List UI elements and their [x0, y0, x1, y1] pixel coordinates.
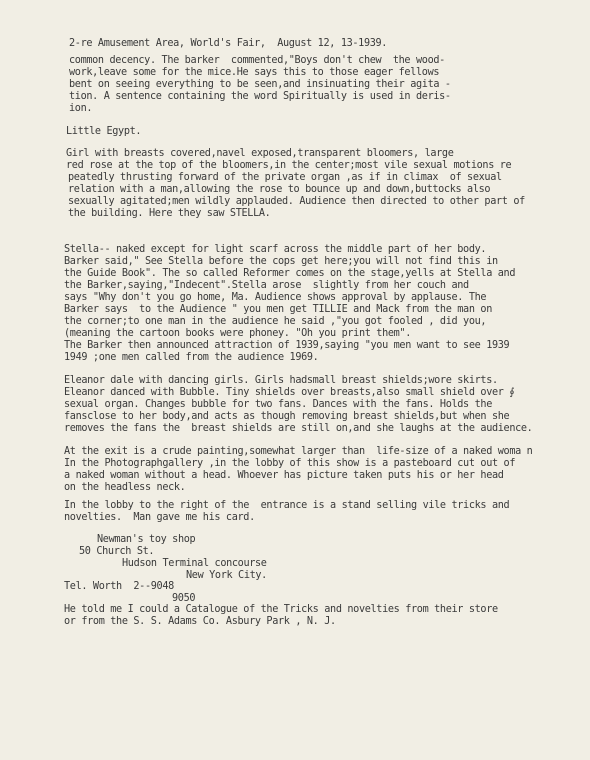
- page-header: 2-re Amusement Area, World's Fair, August 12, 13-1939.: [69, 38, 388, 49]
- text-line: relation with a man,allowing the rose to bounce up and down,buttocks also: [68, 184, 491, 195]
- text-line: common decency. The barker commented,"Boys don't chew the wood-: [69, 55, 445, 66]
- card-shop-name: Newman's toy shop: [97, 534, 196, 545]
- text-line: He told me I could a Catalogue of the Tricks and novelties from their store: [64, 604, 498, 615]
- text-line: In the lobby to the right of the entrance is a stand selling vile tricks and: [64, 500, 510, 511]
- text-line: the Guide Book". The so called Reformer comes on the stage,yells at Stella and: [64, 268, 516, 279]
- text-line: sexually agitated;men wildly applauded. Audience then directed to other part of: [68, 196, 525, 207]
- text-line: novelties. Man gave me his card.: [64, 512, 255, 523]
- text-line: sexual organ. Changes bubble for two fans. Dances with the fans. Holds the: [64, 399, 492, 410]
- text-line: ion.: [69, 103, 93, 114]
- card-telephone: Tel. Worth 2--9048: [64, 581, 174, 592]
- text-line: Barker says to the Audience " you men get TILLIE and Mack from the man on: [64, 304, 492, 315]
- text-line: bent on seeing everything to be seen,and insinuating their agita -: [69, 79, 451, 90]
- text-line: the corner;to one man in the audience he said ,"you got fooled , did you,: [64, 316, 487, 327]
- text-line: work,leave some for the mice.He says this to those eager fellows: [69, 67, 440, 78]
- text-line: tion. A sentence containing the word Spiritually is used in deris-: [69, 91, 451, 102]
- text-line: The Barker then announced attraction of 1939,saying "you men want to see 1939: [64, 340, 510, 351]
- card-street: 50 Church St.: [79, 546, 155, 557]
- text-line: Barker said," See Stella before the cops get here;you will not find this in: [64, 256, 498, 267]
- text-line: removes the fans the breast shields are still on,and she laughs at the audience.: [64, 423, 533, 434]
- text-line: Eleanor danced with Bubble. Tiny shields over breasts,also small shield over ∮: [64, 387, 515, 398]
- text-line: the building. Here they saw STELLA.: [68, 208, 271, 219]
- section-title: Little Egypt.: [66, 126, 142, 137]
- card-telephone-alt: 9050: [172, 593, 196, 604]
- text-line: peatedly thrusting forward of the private organ ,as if in climax of sexual: [68, 172, 502, 183]
- text-line: the Barker,saying,"Indecent".Stella arose slightly from her couch and: [64, 280, 469, 291]
- text-line: says "Why don't you go home, Ma. Audience shows approval by applause. The: [64, 292, 487, 303]
- text-line: Eleanor dale with dancing girls. Girls hadsmall breast shields;wore skirts.: [64, 375, 498, 386]
- text-line: a naked woman without a head. Whoever has picture taken puts his or her head: [64, 470, 504, 481]
- text-line: on the headless neck.: [64, 482, 186, 493]
- card-concourse: Hudson Terminal concourse: [122, 558, 267, 569]
- text-line: or from the S. S. Adams Co. Asbury Park , N. J.: [64, 616, 336, 627]
- text-line: 1949 ;one men called from the audience 1969.: [64, 352, 319, 363]
- text-line: Girl with breasts covered,navel exposed,transparent bloomers, large: [66, 148, 454, 159]
- card-city: New York City.: [186, 570, 267, 581]
- text-line: In the Photographgallery ,in the lobby of this show is a pasteboard cut out of: [64, 458, 516, 469]
- text-line: fansclose to her body,and acts as though removing breast shields,but when she: [64, 411, 510, 422]
- text-line: Stella-- naked except for light scarf across the middle part of her body.: [64, 244, 487, 255]
- text-line: red rose at the top of the bloomers,in the center;most vile sexual motions re: [66, 160, 512, 171]
- text-line: At the exit is a crude painting,somewhat larger than life-size of a naked woma n: [64, 446, 533, 457]
- text-line: (meaning the cartoon books were phoney. "Oh you print them".: [64, 328, 412, 339]
